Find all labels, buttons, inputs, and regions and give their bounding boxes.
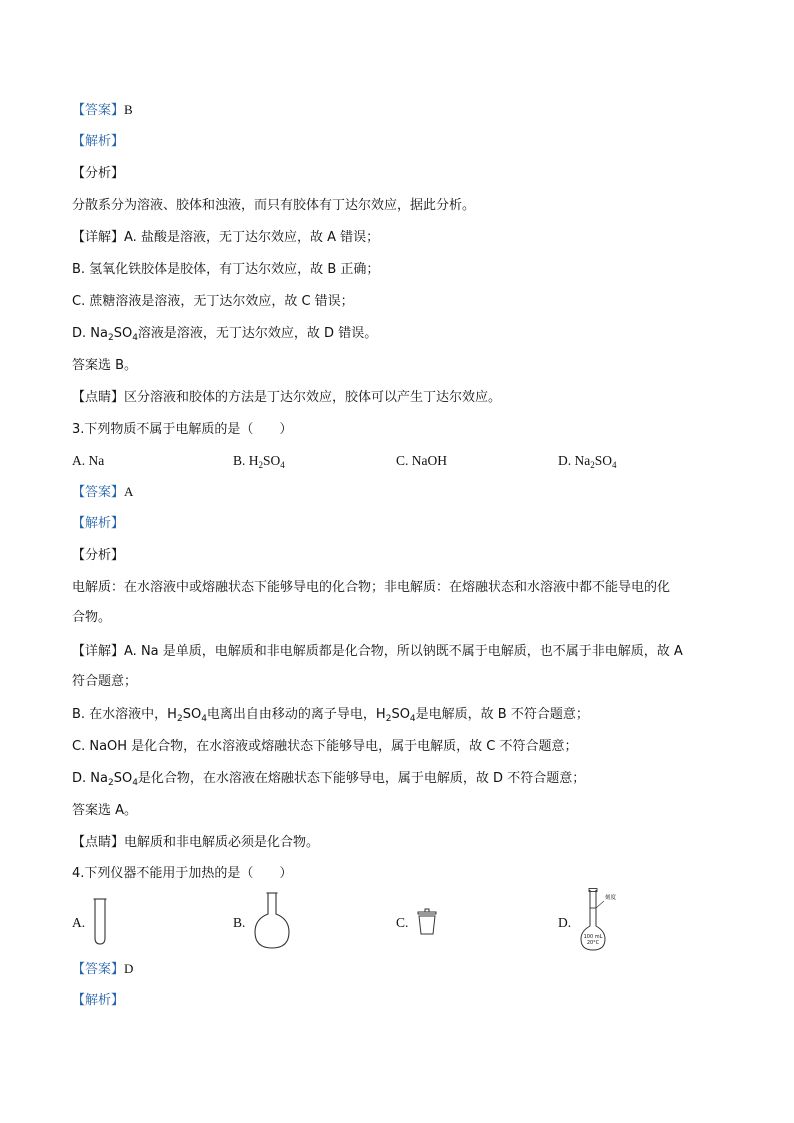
q2-detail-d [72, 325, 377, 343]
text: D. Na [558, 453, 591, 468]
q3-fenxi-tag [72, 547, 124, 565]
answer-tag: 【答案】 [72, 103, 125, 118]
q2-detail-b: B. 氢氧化铁胶体是胶体，有丁达尔效应，故 B 正确； [72, 262, 380, 277]
dianjing-tag: 【点睛】 [72, 835, 125, 850]
subscript: 4 [201, 714, 207, 724]
q3-detail-a-line2: 符合题意； [72, 674, 138, 689]
subscript: 4 [612, 460, 617, 470]
dianjing-text: 电解质和非电解质必须是化合物。 [124, 835, 320, 850]
analysis-tag: 【解析】 [72, 993, 125, 1008]
crucible-icon [416, 908, 438, 940]
q4-stem: 4.下列仪器不能用于加热的是（ ） [72, 866, 293, 881]
flask-volume-label: 100 mL [583, 934, 603, 940]
answer-value: A [124, 484, 134, 499]
subscript: 4 [409, 714, 416, 724]
q2-answer [72, 101, 133, 120]
q3-option-b [233, 452, 285, 470]
subscript: 2 [258, 460, 264, 470]
fenxi-tag: 【分析】 [72, 548, 125, 563]
dianjing-text: 区分溶液和胶体的方法是丁达尔效应，胶体可以产生丁达尔效应。 [124, 390, 502, 405]
text: SO [113, 326, 133, 341]
test-tube-icon [92, 898, 108, 950]
text: B. 在水溶液中，H [72, 707, 177, 722]
q2-detail-c: C. 蔗糖溶液是溶液，无丁达尔效应，故 C 错误； [72, 294, 354, 309]
q3-stem: 3.下列物质不属于电解质的是（ ） [72, 422, 293, 437]
text: SO [113, 771, 133, 786]
text: D. Na [72, 326, 108, 341]
detail-tag: 【详解】 [72, 230, 125, 245]
q3-dianjing [72, 834, 319, 852]
answer-value: B [124, 102, 133, 117]
dianjing-tag: 【点睛】 [72, 390, 125, 405]
q3-detail-c: C. NaOH 是化合物，在水溶液或熔融状态下能够导电，属于电解质，故 C 不符合题意； [72, 739, 578, 754]
q3-fenxi-line1: 电解质：在水溶液中或熔融状态下能够导电的化合物；非电解质：在熔融状态和水溶液中都不能导电的化 [72, 580, 671, 595]
q3-detail-d [72, 770, 585, 788]
text: 溶液是溶液，无丁达尔效应，故 D 错误。 [137, 326, 378, 341]
q2-fenxi-tag [72, 165, 124, 183]
q3-detail-a-line1 [72, 643, 683, 661]
volumetric-flask-icon [578, 888, 624, 952]
answer-value: D [124, 961, 134, 976]
flask-mark-label: 刻度 [605, 895, 617, 901]
q3-conclusion: 答案选 A。 [72, 803, 138, 818]
q3-option-d [558, 452, 617, 470]
text: SO [182, 707, 202, 722]
fenxi-tag: 【分析】 [72, 166, 125, 181]
detail-a-text: A. 盐酸是溶液，无丁达尔效应，故 A 错误； [124, 230, 380, 245]
subscript: 2 [107, 333, 114, 343]
flask-temp-label: 20°C [586, 940, 600, 946]
text: 是化合物，在水溶液在熔融状态下能够导电，属于电解质，故 D 不符合题意； [137, 771, 586, 786]
q2-analysis-tag [72, 133, 124, 151]
q3-option-c: C. NaOH [396, 453, 447, 468]
q4-option-c: C. [396, 915, 409, 930]
q4-option-a: A. [72, 915, 86, 930]
q2-conclusion: 答案选 B。 [72, 358, 138, 373]
analysis-tag: 【解析】 [72, 134, 125, 149]
subscript: 4 [132, 333, 138, 343]
q3-fenxi-line2: 合物。 [72, 610, 112, 625]
text: D. Na [72, 771, 108, 786]
q2-fenxi-text: 分散系分为溶液、胶体和浊液，而只有胶体有丁达尔效应，据此分析。 [72, 198, 476, 213]
q2-detail-a [72, 229, 379, 247]
text: B. H [233, 453, 259, 468]
analysis-tag: 【解析】 [72, 516, 125, 531]
text: SO [263, 453, 281, 468]
subscript: 4 [280, 460, 285, 470]
answer-tag: 【答案】 [72, 485, 125, 500]
subscript: 2 [590, 460, 595, 470]
detail-tag: 【详解】 [72, 644, 125, 659]
q3-analysis-tag [72, 515, 124, 533]
q4-option-b: B. [233, 915, 246, 930]
q4-option-d: D. [558, 915, 572, 930]
answer-tag: 【答案】 [72, 962, 125, 977]
subscript: 2 [385, 714, 392, 724]
detail-a-text: A. Na 是单质，电解质和非电解质都是化合物，所以钠既不属于电解质，也不属于非电解质，故 A [124, 644, 683, 659]
subscript: 2 [176, 714, 183, 724]
subscript: 2 [107, 778, 114, 788]
q3-detail-b [72, 706, 589, 724]
q4-analysis-tag [72, 992, 124, 1010]
q3-answer [72, 483, 133, 502]
subscript: 4 [132, 778, 138, 788]
text: 是电解质，故 B 不符合题意； [415, 707, 589, 722]
text: 电离出自由移动的离子导电，H [206, 707, 386, 722]
round-bottom-flask-icon [252, 892, 292, 954]
text: SO [391, 707, 410, 722]
q3-option-a: A. Na [72, 453, 105, 468]
q4-answer [72, 960, 133, 979]
q2-dianjing [72, 389, 501, 407]
text: SO [594, 453, 613, 468]
